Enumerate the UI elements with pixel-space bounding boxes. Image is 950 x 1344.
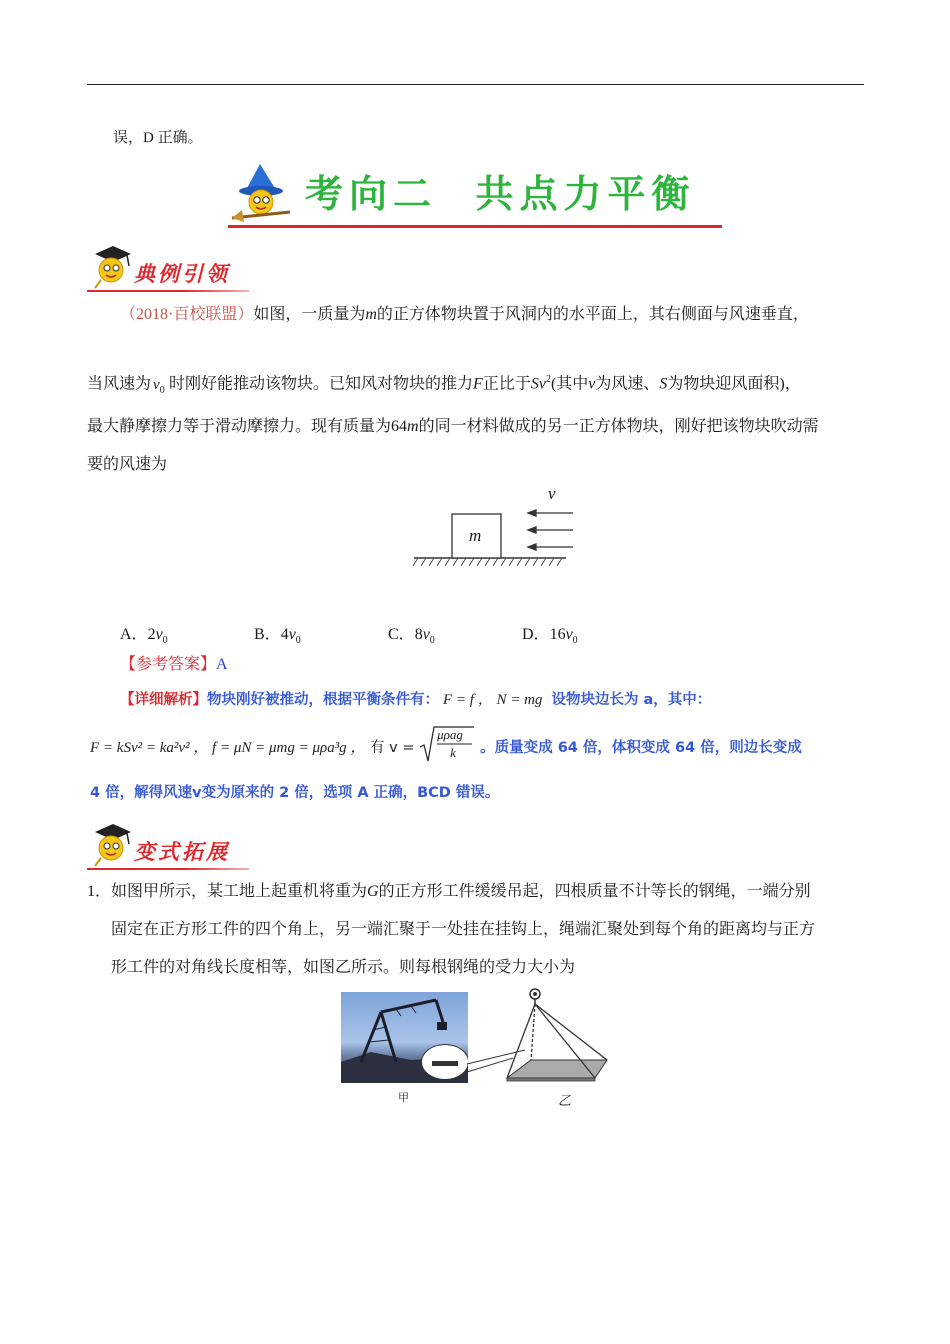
figure-label-right: 乙 — [558, 1093, 572, 1108]
text: 0 — [572, 635, 578, 647]
text: v — [288, 626, 296, 643]
text: 为风速、 — [595, 375, 660, 393]
var-m: m — [365, 306, 377, 323]
text: 。质量变成 64 倍，体积变成 64 倍，则边长变成 — [475, 740, 802, 756]
option-b — [254, 621, 301, 646]
answer-line — [120, 654, 228, 676]
v0-v: v — [153, 377, 160, 394]
text: 0 — [162, 635, 168, 647]
text: v — [565, 626, 573, 643]
zoom-callout — [421, 1044, 468, 1080]
section-title-examples: 典例引领 — [134, 262, 230, 286]
problem-line-3 — [87, 416, 819, 438]
question-number: 1． — [87, 883, 112, 900]
v0-sub: 0 — [159, 385, 165, 397]
question-1-line-2: 固定在正方形工件的四个角上，另一端汇聚于一处挂在挂钩上，绳端汇聚处到每个角的距离均与正方 — [111, 921, 816, 938]
problem-line-2 — [87, 369, 801, 395]
problem-line-4: 要的风速为 — [87, 456, 168, 473]
analysis-line-2 — [90, 727, 802, 763]
section-underline — [87, 868, 249, 870]
banner-title — [305, 172, 695, 216]
frac-denominator: k — [450, 745, 456, 760]
figure-label-left: 甲 — [398, 1092, 409, 1104]
text: v — [422, 626, 430, 643]
problem-line-1 — [120, 304, 809, 326]
block-label: m — [469, 526, 482, 545]
text: 设物块边长为 a，其中： — [546, 692, 712, 708]
text: 有 v = — [365, 740, 420, 756]
workpiece-thumb — [432, 1061, 458, 1066]
header-rule — [87, 84, 864, 85]
section-underline — [87, 290, 249, 292]
sqrt-fraction — [419, 725, 475, 763]
text: 8 — [414, 626, 423, 643]
banner-title-text: 考向二 共点力平衡 — [305, 172, 696, 216]
banner-underline — [228, 225, 722, 228]
option-letter: A． — [120, 626, 148, 643]
option-d — [522, 621, 578, 646]
option-a — [120, 621, 168, 646]
text: 物块刚好被推动，根据平衡条件有： — [207, 692, 439, 708]
analysis-label: 【详细解析】 — [120, 692, 207, 708]
question-1-line-1 — [87, 881, 811, 903]
var-F: F — [473, 375, 483, 393]
equation-2: F = kSv² = ka²v² ， f = μN = μmg = μρa³g ， — [90, 740, 366, 756]
frac-numerator: μρag — [437, 727, 463, 742]
option-letter: C． — [388, 626, 415, 643]
text: v — [155, 626, 163, 643]
text: 的同一材料做成的另一正方体物块，刚好把该物块吹动需 — [418, 418, 819, 435]
hanging-workpiece-diagram — [465, 988, 613, 1084]
var-v: v — [588, 375, 596, 393]
graduate-mascot-icon — [87, 820, 133, 868]
text: 64 — [391, 418, 408, 435]
text: 0 — [429, 635, 435, 647]
option-letter: B． — [254, 626, 281, 643]
text: 2 — [147, 626, 156, 643]
text: 最大静摩擦力等于滑动摩擦力。现有质量为 — [87, 418, 392, 435]
var-m: m — [407, 418, 419, 435]
var-S: S — [659, 375, 668, 393]
continued-text: 误，D 正确。 — [113, 130, 203, 146]
text: 当风速为 — [87, 375, 152, 393]
question-1-line-3: 形工件的对角线长度相等，如图乙所示。则每根钢绳的受力大小为 — [111, 959, 576, 976]
graduate-mascot-icon — [87, 242, 133, 290]
wind-block-figure — [412, 484, 582, 576]
answer-value: A — [216, 656, 228, 673]
text: 如图，一质量为 — [253, 306, 366, 323]
text: 的正方形工件缓缓吊起，四根质量不计等长的钢绳，一端分别 — [378, 883, 811, 900]
text: 时刚好能推动该物块。已知风对物块的推力 — [169, 375, 474, 393]
answer-label: 【参考答案】 — [120, 656, 217, 673]
text: 16 — [549, 626, 566, 643]
text: 的正方体物块置于风洞内的水平面上，其右侧面与风速垂直， — [376, 306, 809, 323]
wizard-mascot-icon — [230, 160, 298, 226]
problem-source: （2018·百校联盟） — [120, 306, 254, 323]
option-c — [388, 621, 435, 646]
option-letter: D． — [522, 626, 550, 643]
crane-photo — [341, 992, 468, 1083]
var-G: G — [367, 883, 379, 900]
text: 正比于 — [482, 375, 531, 393]
equation-1: F = f ， N = mg — [443, 692, 543, 708]
text: 4 — [280, 626, 289, 643]
text: (其中 — [550, 375, 589, 393]
var-Sv: Sv — [530, 375, 546, 393]
sup-2: 2 — [545, 374, 551, 385]
wind-velocity-label: v — [548, 484, 556, 503]
analysis-line-3: 4 倍，解得风速v变为原来的 2 倍，选项 A 正确，BCD 错误。 — [90, 785, 500, 801]
text: 如图甲所示，某工地上起重机将重为 — [111, 883, 368, 900]
analysis-line-1 — [120, 689, 711, 711]
text: 0 — [295, 635, 301, 647]
section-title-extension: 变式拓展 — [134, 840, 230, 864]
text: 为物块迎风面积)， — [667, 375, 801, 393]
